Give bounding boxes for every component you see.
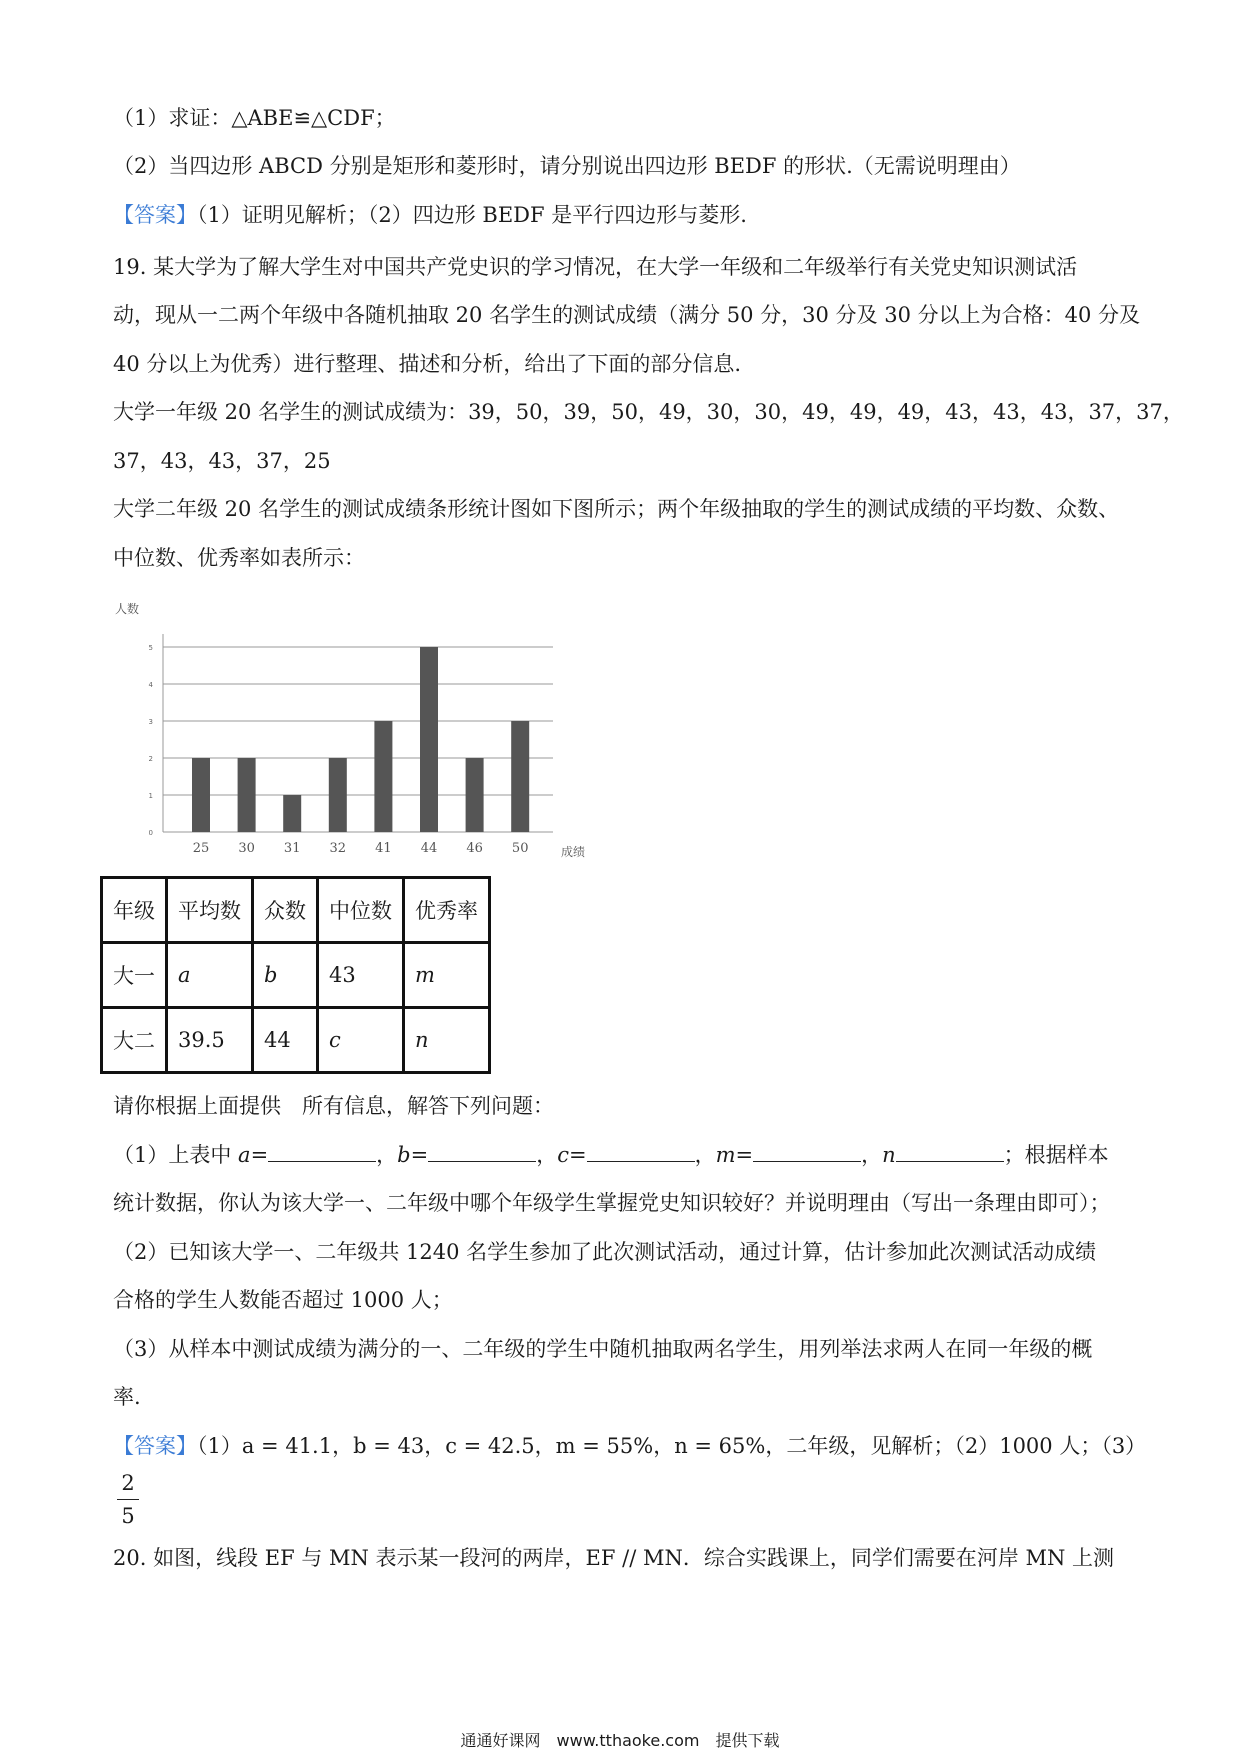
table-row bbox=[102, 943, 490, 1008]
y-tick-label: 0 bbox=[148, 829, 153, 837]
x-axis-label: 成绩 bbox=[561, 845, 586, 859]
y-tick-label: 2 bbox=[148, 755, 153, 763]
blank-c bbox=[587, 1141, 695, 1162]
q20-line1: 20. 如图，线段 EF 与 MN 表示某一段河的两岸，EF // MN．综合实践课上，同学们需要在河岸 MN 上测 bbox=[113, 1546, 1115, 1570]
answer-fraction bbox=[117, 1470, 139, 1529]
bar bbox=[192, 758, 210, 832]
answer-text: （1）证明见解析；（2）四边形 BEDF 是平行四边形与菱形. bbox=[197, 203, 747, 227]
q19-sub1-line2: 统计数据，你认为该大学一、二年级中哪个年级学生掌握党史知识较好？并说明理由（写出一条理由即可）； bbox=[113, 1191, 1111, 1215]
var-c: c= bbox=[557, 1143, 587, 1167]
y-tick-label: 1 bbox=[148, 792, 153, 800]
bar bbox=[420, 647, 438, 832]
q18-answer bbox=[113, 200, 747, 230]
x-tick-label: 30 bbox=[238, 841, 255, 856]
header-cell: 年级 bbox=[102, 878, 167, 943]
x-tick-label: 25 bbox=[192, 841, 210, 856]
q18-part1: （1）求证：△ABE≌△CDF； bbox=[113, 106, 396, 130]
x-tick-label: 31 bbox=[283, 841, 301, 856]
answer-text: （1）a = 41.1，b = 43，c = 42.5，m = 55%，n = 65%，二年级，见解析；（2）1000 人；（3） bbox=[197, 1434, 1147, 1458]
var-n: n bbox=[882, 1143, 896, 1167]
q19-line2: 动，现从一二两个年级中各随机抽取 20 名学生的测试成绩（满分 50 分，30 分及 30 分以上为合格：40 分及 bbox=[113, 303, 1141, 327]
bar bbox=[374, 721, 392, 832]
header-cell: 平均数 bbox=[167, 878, 253, 943]
bar-chart bbox=[113, 600, 613, 860]
answer-tag: 【答案】 bbox=[113, 203, 197, 227]
bar bbox=[283, 795, 301, 832]
blank-m bbox=[753, 1141, 861, 1162]
y-tick-label: 4 bbox=[148, 681, 153, 689]
table-cell: 大二 bbox=[102, 1008, 167, 1073]
q19-sub3-line2: 率. bbox=[113, 1385, 141, 1409]
table-cell: n bbox=[404, 1008, 490, 1073]
footer: 通通好课网 www.tthaoke.com 提供下载 bbox=[460, 1731, 780, 1750]
y-axis-label: 人数 bbox=[115, 602, 140, 616]
stats-table bbox=[100, 876, 491, 1074]
table-cell: b bbox=[253, 943, 318, 1008]
table-cell: 大一 bbox=[102, 943, 167, 1008]
q19-line6: 大学二年级 20 名学生的测试成绩条形统计图如下图所示；两个年级抽取的学生的测试成绩的平均数、众数、 bbox=[113, 497, 1120, 521]
q18-part2: （2）当四边形 ABCD 分别是矩形和菱形时，请分别说出四边形 BEDF 的形状.（无需说明理由） bbox=[113, 154, 1021, 178]
header-cell: 众数 bbox=[253, 878, 318, 943]
x-tick-label: 46 bbox=[466, 841, 483, 856]
q19-line3: 40 分以上为优秀）进行整理、描述和分析，给出了下面的部分信息. bbox=[113, 352, 742, 376]
x-tick-label: 32 bbox=[329, 841, 347, 856]
x-tick-label: 41 bbox=[375, 841, 392, 856]
blank-b bbox=[428, 1141, 536, 1162]
table-header-row bbox=[102, 878, 490, 943]
bar bbox=[466, 758, 484, 832]
table-cell: 39.5 bbox=[167, 1008, 253, 1073]
x-tick-label: 44 bbox=[420, 841, 438, 856]
fraction-denominator: 5 bbox=[121, 1504, 135, 1528]
blank-a bbox=[268, 1141, 376, 1162]
x-tick-label: 50 bbox=[511, 841, 529, 856]
q19-sub3-line1: （3）从样本中测试成绩为满分的一、二年级的学生中随机抽取两名学生，用列举法求两人在同一年级的概 bbox=[113, 1337, 1093, 1361]
sub1-prefix: （1）上表中 bbox=[113, 1143, 239, 1167]
q19-line1: 19. 某大学为了解大学生对中国共产党史识的学习情况，在大学一年级和二年级举行有关党史知识测试活 bbox=[113, 255, 1078, 279]
blank-n bbox=[896, 1141, 1004, 1162]
q19-sub2-line2: 合格的学生人数能否超过 1000 人； bbox=[113, 1288, 453, 1312]
table-cell: 43 bbox=[318, 943, 404, 1008]
bar bbox=[511, 721, 529, 832]
answer-tag: 【答案】 bbox=[113, 1434, 197, 1458]
table-cell: c bbox=[318, 1008, 404, 1073]
table-row bbox=[102, 1008, 490, 1073]
fraction-numerator: 2 bbox=[121, 1471, 135, 1495]
q19-answer bbox=[113, 1431, 1146, 1461]
q19-line5: 37，43，43，37，25 bbox=[113, 449, 331, 473]
table-cell: m bbox=[404, 943, 490, 1008]
header-cell: 优秀率 bbox=[404, 878, 490, 943]
table-cell: a bbox=[167, 943, 253, 1008]
var-a: a= bbox=[238, 1143, 269, 1167]
q19-sub2-line1: （2）已知该大学一、二年级共 1240 名学生参加了此次测试活动，通过计算，估计参加此次测试活动成绩 bbox=[113, 1240, 1097, 1264]
fraction-bar bbox=[117, 1499, 139, 1500]
q19-line4: 大学一年级 20 名学生的测试成绩为：39，50，39，50，49，30，30，49，49，49，43，43，43，37，37， bbox=[113, 400, 1184, 424]
bar bbox=[329, 758, 347, 832]
q19-line7: 中位数、优秀率如表所示： bbox=[113, 546, 365, 570]
q19-sub1-line1: （1）上表中 a= ，b= ，c= ，m= ，n ；根据样本 bbox=[113, 1143, 1109, 1167]
y-tick-label: 5 bbox=[148, 644, 153, 652]
table-cell: 44 bbox=[253, 1008, 318, 1073]
sub1-suffix: ；根据样本 bbox=[1003, 1143, 1109, 1167]
header-cell: 中位数 bbox=[318, 878, 404, 943]
var-b: b= bbox=[397, 1143, 429, 1167]
bar bbox=[238, 758, 256, 832]
y-tick-label: 3 bbox=[148, 718, 153, 726]
var-m: m= bbox=[715, 1143, 754, 1167]
q19-prompt: 请你根据上面提供 所有信息，解答下列问题： bbox=[113, 1094, 554, 1118]
